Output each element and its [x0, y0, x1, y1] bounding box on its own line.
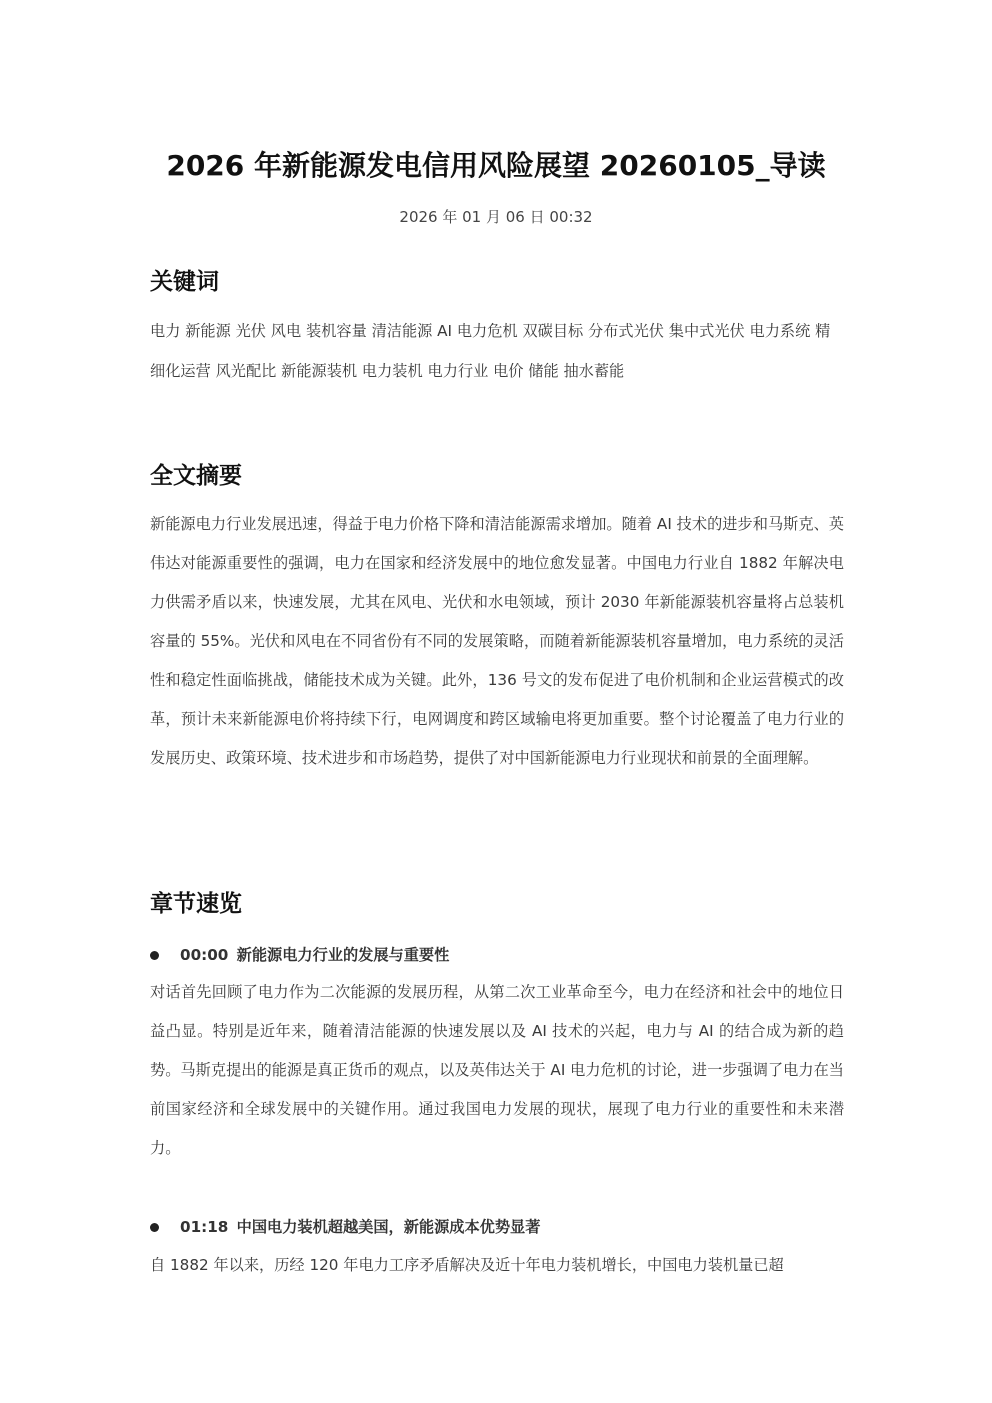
keyword-item: 精细化运营	[150, 322, 831, 380]
document-title: 2026 年新能源发电信用风险展望 20260105_导读	[166, 149, 826, 182]
chapter-time: 00:00	[180, 946, 229, 964]
keyword-item: 分布式光伏	[588, 322, 664, 340]
chapter-heading	[150, 1215, 540, 1239]
keywords-list	[150, 312, 844, 391]
chapter-title: 新能源电力行业的发展与重要性	[236, 946, 450, 964]
chapter-title: 中国电力装机超越美国，新能源成本优势显著	[236, 1218, 541, 1236]
keyword-item: 新能源	[185, 322, 231, 340]
keyword-item: 集中式光伏	[668, 322, 745, 340]
bullet-icon	[150, 1223, 159, 1232]
keyword-item: 电价	[493, 361, 524, 380]
keyword-item: 电力系统	[749, 322, 811, 340]
keyword-item: 抽水蓄能	[563, 361, 625, 380]
keyword-item: 双碳目标	[522, 322, 584, 340]
chapter-heading	[150, 943, 449, 967]
keyword-item: 电力装机	[361, 361, 423, 380]
keyword-item: 电力行业	[427, 361, 489, 380]
keyword-item: 装机容量	[306, 322, 367, 340]
summary-text: 新能源电力行业发展迅速，得益于电力价格下降和清洁能源需求增加。随着 AI 技术的进步和马斯克、英伟达对能源重要性的强调，电力在国家和经济发展中的地位愈发显著。中国电力行业自 1882 年解决电力供需矛盾以来，快速发展，尤其在风电、光伏和水电领域，预计 2030 年新能源装机容量将占总装机容量的 55%。光伏和风电在不同省份有不同的发展策略，而随着新能源装机容量增加，电力系统的灵活性和稳定性面临挑战，储能技术成为关键。此外，136 号文的发布促进了电价机制和企业运营模式的改革，预计未来新能源电价将持续下行，电网调度和跨区域输电将更加重要。整个讨论覆盖了电力行业的发展历史、政策环境、技术进步和市场趋势，提供了对中国新能源电力行业现状和前景的全面理解。	[150, 515, 844, 767]
chapter-text: 自 1882 年以来，历经 120 年电力工序矛盾解决及近十年电力装机增长，中国电力装机量已超	[150, 1256, 784, 1274]
keywords-heading: 关键词	[150, 269, 219, 295]
chapters-heading: 章节速览	[150, 891, 242, 917]
summary-heading: 全文摘要	[150, 463, 242, 489]
keyword-item: 风电	[270, 322, 302, 340]
keyword-item: 储能	[528, 361, 559, 380]
keyword-item: 清洁能源	[371, 322, 433, 340]
keyword-item: AI 电力危机	[437, 322, 518, 340]
keyword-item: 风光配比	[215, 361, 277, 380]
chapter-text: 对话首先回顾了电力作为二次能源的发展历程，从第二次工业革命至今，电力在经济和社会中的地位日益凸显。特别是近年来，随着清洁能源的快速发展以及 AI 技术的兴起，电力与 AI 的结合成为新的趋势。马斯克提出的能源是真正货币的观点，以及英伟达关于 AI 电力危机的讨论，进一步强调了电力在当前国家经济和全球发展中的关键作用。通过我国电力发展的现状，展现了电力行业的重要性和未来潜力。	[150, 983, 844, 1157]
keyword-item: 光伏	[235, 322, 266, 340]
keyword-item: 新能源装机	[281, 361, 358, 380]
keyword-item: 电力	[150, 322, 181, 340]
bullet-icon	[150, 951, 159, 960]
document-date: 2026 年 01 月 06 日 00:32	[399, 208, 593, 226]
chapter-time: 01:18	[180, 1218, 229, 1236]
